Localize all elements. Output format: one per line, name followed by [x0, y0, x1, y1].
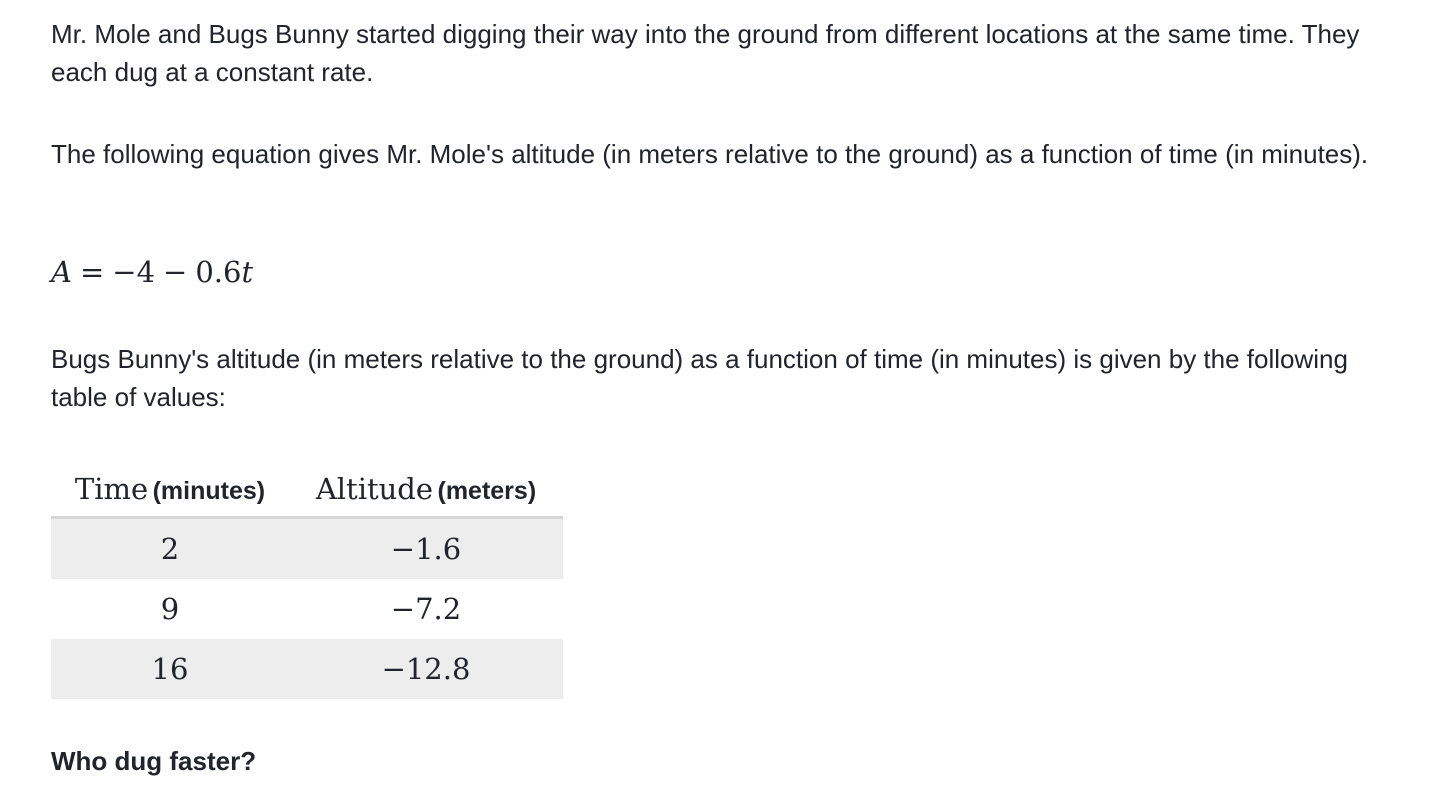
- mole-altitude-equation: [51, 252, 253, 292]
- intro-paragraph: Mr. Mole and Bugs Bunny started digging their way into the ground from different locations at the same time. They each dug at a constant rate.: [51, 19, 1360, 87]
- cell-time: 9: [160, 592, 180, 626]
- table-intro-paragraph: Bugs Bunny's altitude (in meters relative to the ground) as a function of time (in minutes) is given by the following table of values:: [51, 344, 1348, 412]
- equation-variable: t: [241, 255, 254, 289]
- header-altitude-unit: (meters): [437, 477, 537, 505]
- cell-time: 16: [51, 639, 289, 699]
- header-time-unit: (minutes): [152, 477, 266, 505]
- equation-lhs: A: [51, 255, 72, 289]
- equation-minus-sign: −: [163, 255, 188, 289]
- table-row: [51, 579, 563, 639]
- table-row: [51, 518, 563, 580]
- cell-time: 2: [51, 518, 289, 580]
- table-row: [51, 639, 563, 699]
- header-altitude-word: Altitude: [315, 472, 434, 506]
- header-altitude: [289, 462, 563, 518]
- cell-altitude: −12.8: [289, 639, 563, 699]
- header-time: [51, 462, 289, 518]
- question-prompt: Who dug faster?: [51, 746, 257, 776]
- cell-altitude: −7.2: [390, 592, 462, 626]
- equation-coefficient: 0.6: [195, 255, 242, 289]
- cell-altitude: −1.6: [289, 518, 563, 580]
- equation-intro-paragraph: The following equation gives Mr. Mole's altitude (in meters relative to the ground) as a function of time (in minutes).: [51, 139, 1369, 169]
- bugs-bunny-altitude-table: [51, 462, 563, 699]
- header-time-word: Time: [74, 472, 149, 506]
- table-header-row: [51, 462, 563, 518]
- equation-constant: −4: [112, 255, 156, 289]
- equation-equals-sign: =: [79, 255, 105, 289]
